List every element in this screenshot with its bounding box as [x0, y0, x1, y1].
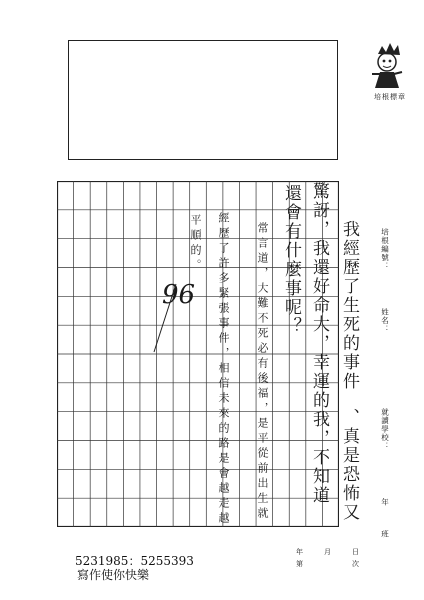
handwritten-column-1: 我經歷了生死的事件 — [339, 220, 359, 391]
comment-box — [68, 40, 338, 160]
handwritten-column-3: 還會有什麼事呢？ — [281, 184, 301, 336]
footer-year: 年 — [296, 548, 303, 556]
score-check-mark — [150, 282, 180, 362]
footer-day: 日 — [352, 548, 359, 556]
footer-month: 月 — [324, 548, 331, 556]
handwritten-column-1b: 、真是恐怖又 — [339, 408, 359, 522]
baigen-mascot-logo — [364, 40, 410, 92]
footer-times: 次 — [352, 560, 359, 568]
name-label: 姓名： — [380, 308, 390, 334]
class-label: 班 — [380, 530, 390, 539]
footer-no: 第 — [296, 560, 303, 568]
handwritten-column-6: 平順的。 — [189, 214, 202, 274]
teacher-score: 96 — [162, 280, 196, 310]
grade-label: 年 — [380, 498, 390, 507]
handwritten-column-2: 驚訝，我還好命大，幸運的我，不知道 — [309, 182, 329, 505]
contact-code: 5231985：5255393 — [75, 554, 194, 568]
handwritten-column-4: 常言道，大難不死必有後福，是平從前出生就 — [256, 222, 269, 522]
handwritten-column-5: 經歷了許多緊張事件，相信未來的路是會越走越 — [217, 212, 230, 527]
bgid-label: 培根編號： — [380, 228, 390, 271]
school-label: 就讀學校： — [380, 408, 390, 451]
bottom-slogan: 寫作使你快樂 — [77, 568, 150, 582]
logo-caption: 培根標章 — [374, 93, 406, 101]
